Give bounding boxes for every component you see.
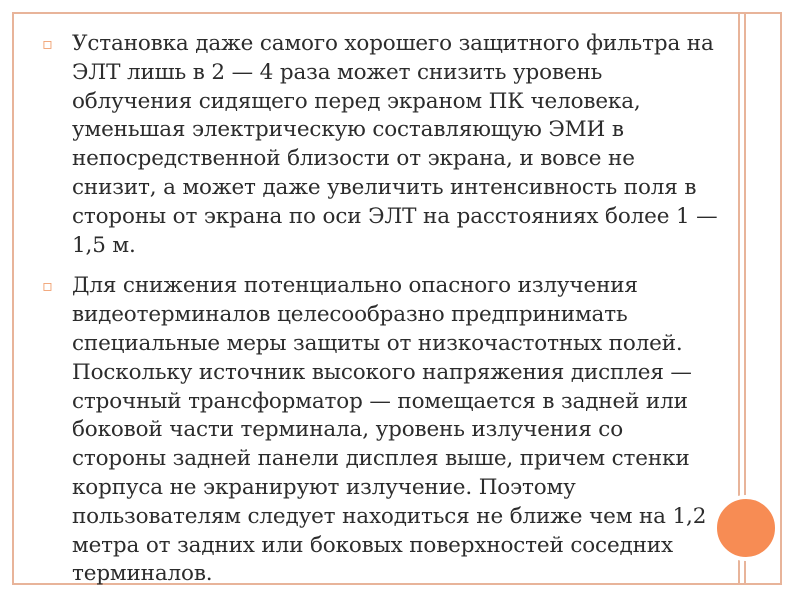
bullet-icon: ▫ xyxy=(42,34,53,53)
decorative-circle xyxy=(713,495,779,561)
bullet-item-2 xyxy=(42,272,722,589)
bullet-icon: ▫ xyxy=(42,276,53,296)
bullet-text-1: Установка даже самого хорошего защитного фильтра на ЭЛТ лишь в 2 — 4 раза может снизить уровень облучения сидящего перед экраном ПК человека, уменьшая электрическую составляющую ЭМИ в непосредственной близости от экрана, и вовсе не снизит, а может даже увеличить интенсивность поля в стороны от экрана по оси ЭЛТ на расстояниях более 1 — 1,5 м. xyxy=(72,31,718,258)
bullet-text-2: Для снижения потенциально опасного излучения видеотерминалов целесообразно предпринимать специальные меры защиты от низкочастотных полей. Поскольку источник высокого напряжения дисплея — строчный трансформатор — помещается в задней или боковой части терминала, уровень излучения со стороны задней панели дисплея выше, причем стенки корпуса не экранируют излучение. Поэтому пользователям следует находиться не ближе чем на 1,2 метра от задних или боковых поверхностей соседних терминалов. xyxy=(72,273,707,587)
bullet-item-1 xyxy=(42,30,722,260)
slide-content xyxy=(42,30,722,601)
